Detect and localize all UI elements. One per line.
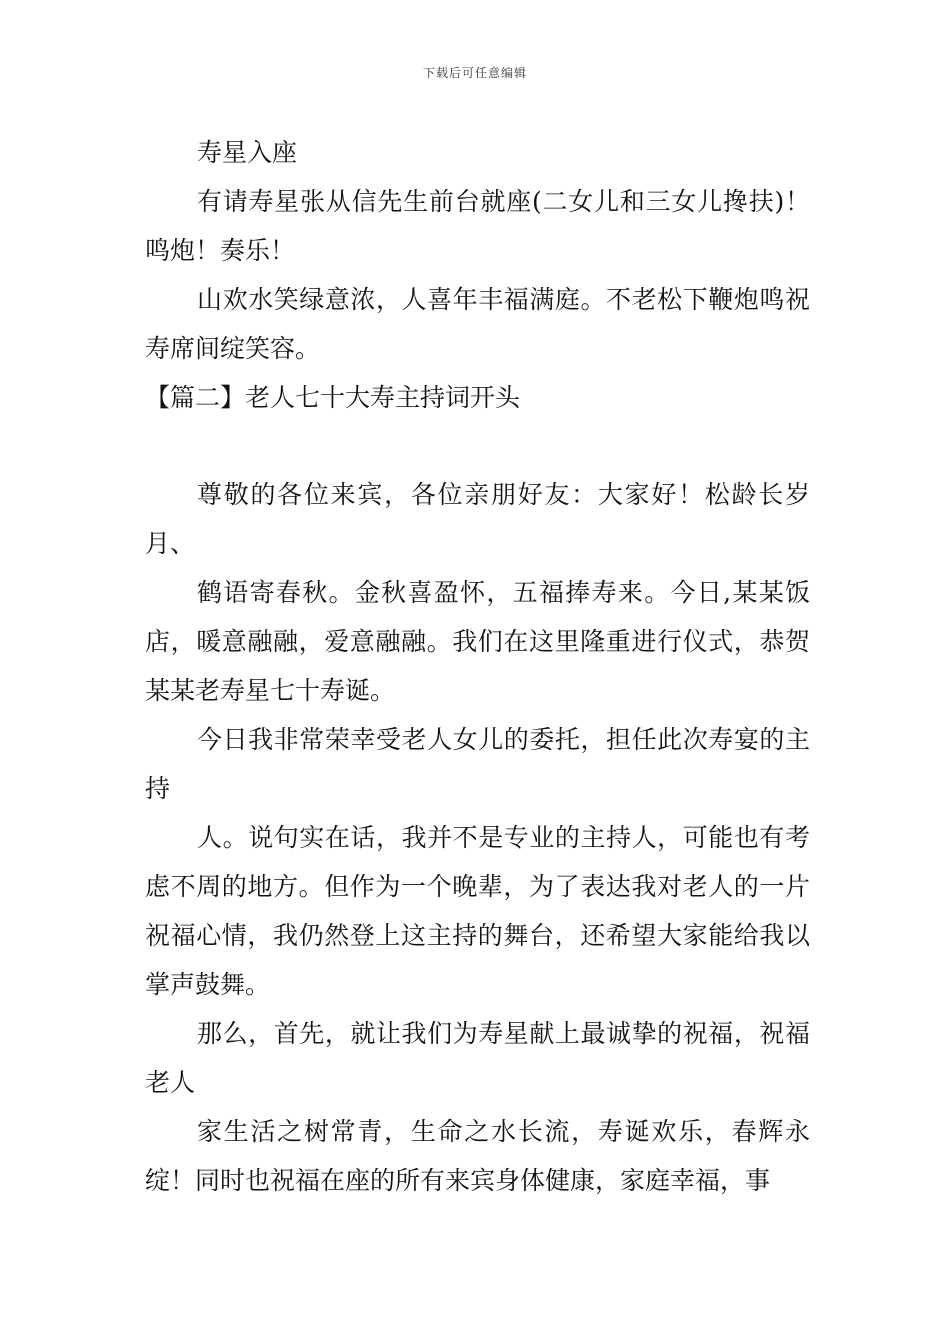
paragraph-couplet: 山欢水笑绿意浓，人喜年丰福满庭。不老松下鞭炮鸣祝寿席间绽笑容。 (145, 285, 810, 363)
paragraph-host-note: 人。说句实在话，我并不是专业的主持人，可能也有考虑不周的地方。但作为一个晚辈，为了表达我对老人的一片祝福心情，我仍然登上这主持的舞台，还希望大家能给我以掌声鼓舞。 (145, 823, 810, 999)
page-header: 下载后可任意编辑 (422, 66, 527, 80)
section-heading: 【篇二】老人七十大寿主持词开头 (145, 383, 521, 412)
spacer (145, 422, 810, 470)
paragraph-greeting: 尊敬的各位来宾，各位亲朋好友：大家好！松龄长岁月、 (145, 480, 810, 558)
paragraph-invite: 有请寿星张从信先生前台就座(二女儿和三女儿搀扶)！鸣炮！奏乐！ (145, 187, 810, 265)
paragraph-autumn: 鹤语寄春秋。金秋喜盈怀，五福捧寿来。今日,某某饭店，暖意融融，爱意融融。我们在这里隆重进行仪式，恭贺某某老寿星七十寿诞。 (145, 578, 810, 705)
paragraph-wishes: 家生活之树常青，生命之水长流，寿诞欢乐，春辉永绽！同时也祝福在座的所有来宾身体健康，家庭幸福，事 (145, 1117, 810, 1195)
document-body (145, 128, 810, 1205)
paragraph-honored: 今日我非常荣幸受老人女儿的委托，担任此次寿宴的主持 (145, 725, 810, 803)
paragraph-blessing: 那么，首先，就让我们为寿星献上最诚挚的祝福，祝福老人 (145, 1019, 810, 1097)
paragraph-seating-title: 寿星入座 (197, 138, 298, 167)
